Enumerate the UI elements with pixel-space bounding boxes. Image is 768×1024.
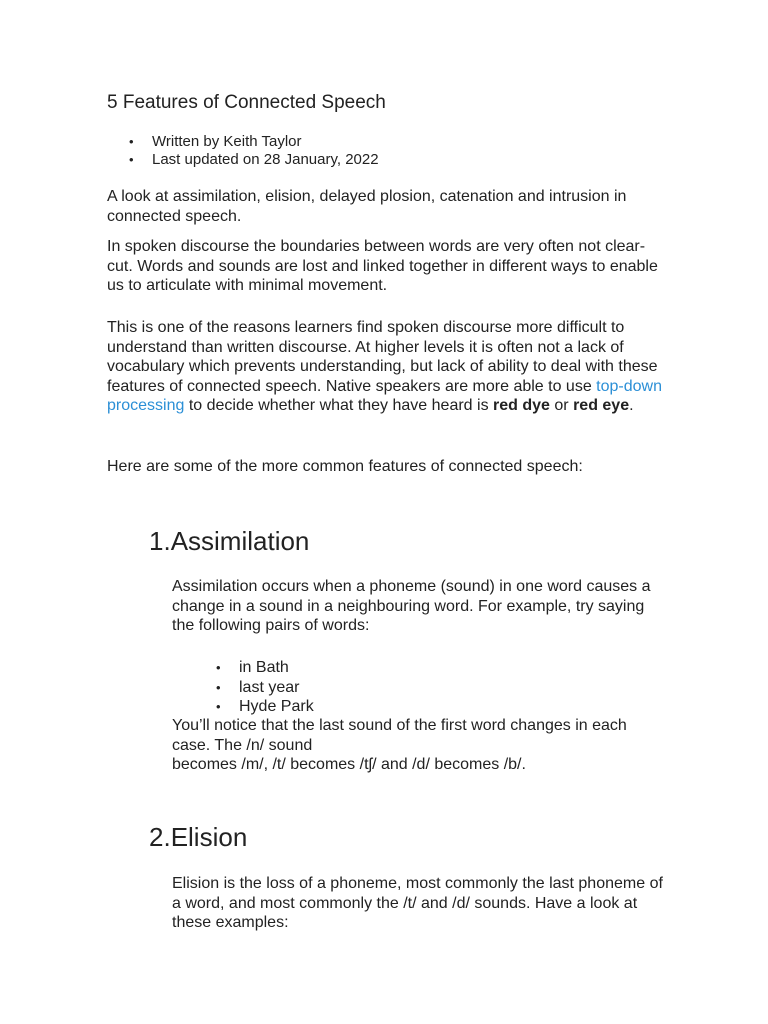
section-number: 2. [149, 822, 171, 852]
section-title: Elision [170, 822, 248, 852]
section-heading-assimilation [149, 526, 309, 557]
assimilation-examples-list [172, 658, 314, 717]
article-meta-list [107, 133, 379, 169]
intro-text-continued: to decide whether what they have heard is [184, 397, 494, 414]
list-item: • last year [172, 678, 314, 698]
page-title: 5 Features of Connected Speech [107, 92, 386, 113]
top-down-processing-link[interactable]: top-down processing [107, 377, 662, 414]
section-title: Assimilation [170, 526, 310, 556]
or-text: or [549, 397, 574, 414]
section-heading-elision [149, 822, 247, 853]
intro-text: This is one of the reasons learners find spoken discourse more difficult to understand than written discourse. At higher levels it is often not a lack of vocabulary which prevents understanding, but lack of ability to deal with these features of connected speech. Native speakers are more able to use [107, 319, 658, 395]
intro-paragraph-1: In spoken discourse the boundaries between words are very often not clear-cut. Words and sounds are lost and linked together in different ways to enable us to articulate with minimal movement. [107, 238, 658, 294]
section-number: 1. [149, 526, 171, 556]
intro-paragraph-3: Here are some of the more common features of connected speech: [107, 458, 583, 475]
list-item: • Hyde Park [172, 697, 314, 717]
explanation-line-1: You’ll notice that the last sound of the first word changes in each case. The /n/ sound [172, 717, 627, 754]
assimilation-explanation [172, 716, 667, 775]
period-text: . [629, 397, 634, 414]
updated-line: • Last updated on 28 January, 2022 [107, 151, 379, 169]
article-summary: A look at assimilation, elision, delayed plosion, catenation and intrusion in connected speech. [107, 188, 627, 225]
elision-description: Elision is the loss of a phoneme, most commonly the last phoneme of a word, and most commonly the /t/ and /d/ sounds. Have a look at these examples: [172, 875, 663, 931]
list-item: • in Bath [172, 658, 314, 678]
author-line: • Written by Keith Taylor [107, 133, 379, 151]
intro-paragraph-2 [107, 318, 667, 416]
assimilation-description: Assimilation occurs when a phoneme (sound) in one word causes a change in a sound in a neighbouring word. For example, try saying the following pairs of words: [172, 578, 651, 634]
example-red-eye: red eye [573, 397, 630, 414]
example-red-dye: red dye [493, 397, 550, 414]
explanation-line-2: becomes /m/, /t/ becomes /tʃ/ and /d/ becomes /b/. [172, 756, 526, 773]
